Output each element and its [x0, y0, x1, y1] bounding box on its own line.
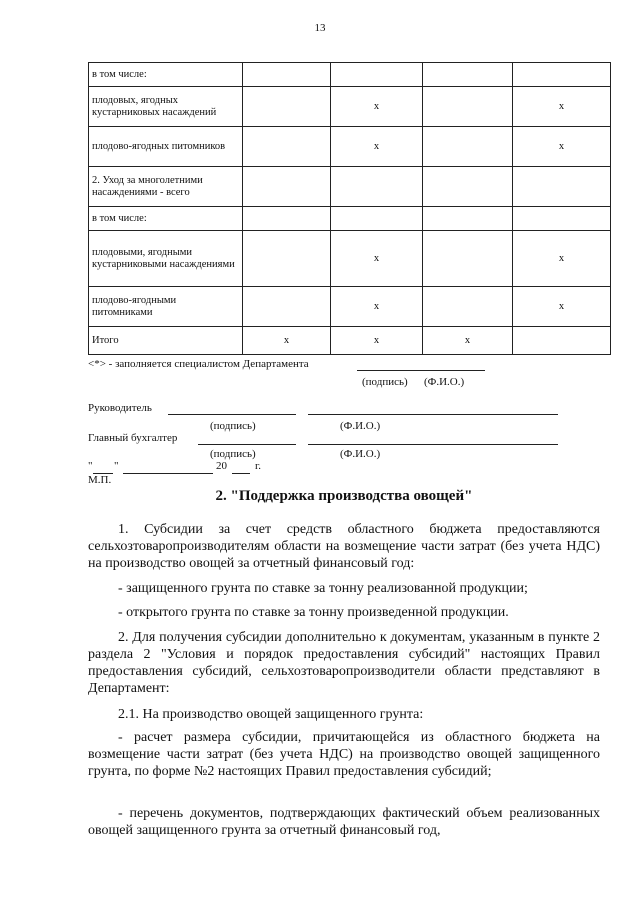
accountant-label: Главный бухгалтер [88, 432, 178, 444]
table-cell [423, 167, 513, 207]
section-heading: 2. "Поддержка производства овощей" [215, 488, 473, 504]
row-label: плодово-ягодных питомников [89, 127, 243, 167]
table-cell [513, 207, 611, 231]
paragraph-5: 2.1. На производство овощей защищенного грунта: [118, 707, 424, 722]
table-row [89, 127, 611, 167]
director-label: Руководитель [88, 402, 152, 414]
table-cell [513, 327, 611, 355]
table-cell: x [331, 87, 423, 127]
director-sign-label: (подпись) [210, 420, 256, 432]
director-name-label: (Ф.И.О.) [340, 420, 381, 432]
row-label: плодовыми, ягодными кустарниковыми насаждениями [89, 231, 243, 287]
table-cell [243, 127, 331, 167]
table-cell [243, 287, 331, 327]
paragraph-3: - открытого грунта по ставке за тонну произведенной продукции. [118, 605, 509, 620]
table-cell: x [331, 327, 423, 355]
footnote-sign-line [357, 370, 485, 371]
table-cell [423, 127, 513, 167]
paragraph-7: - перечень документов, подтверждающих фактический объем реализованных овощей защищенного грунта за отчетный финансовый год, [88, 806, 600, 838]
footnote-sign-label: (подпись) [362, 376, 408, 388]
table-cell [243, 231, 331, 287]
accountant-name-label: (Ф.И.О.) [340, 448, 381, 460]
row-label: плодово-ягодными питомниками [89, 287, 243, 327]
page-number: 13 [314, 22, 326, 34]
table-cell [243, 207, 331, 231]
table-cell [331, 207, 423, 231]
table-cell [243, 87, 331, 127]
table-cell: x [513, 287, 611, 327]
date-quote-close: " [114, 460, 119, 472]
row-label: в том числе: [89, 207, 243, 231]
table-cell: x [243, 327, 331, 355]
row-label: 2. Уход за многолетними насаждениями - всего [89, 167, 243, 207]
director-name-line [308, 414, 558, 415]
table-cell: x [513, 87, 611, 127]
date-suffix: г. [255, 460, 262, 472]
table-cell [423, 287, 513, 327]
director-sign-line [168, 414, 296, 415]
paragraph-6: - расчет размера субсидии, причитающейся из областного бюджета на возмещение части затрат (без учета НДС) на производство овощей защищенного грунта, по форме №2 настоящих Правил предоставления субсидий; [88, 730, 600, 779]
row-label: Итого [89, 327, 243, 355]
table-cell: x [513, 127, 611, 167]
date-year: 20 [216, 460, 227, 472]
date-month-line [123, 473, 213, 474]
table-cell: x [331, 231, 423, 287]
table-cell: x [423, 327, 513, 355]
table-cell [423, 63, 513, 87]
date-year-line [232, 473, 250, 474]
row-label: в том числе: [89, 63, 243, 87]
table-cell: x [331, 127, 423, 167]
table-row [89, 207, 611, 231]
table-cell [423, 231, 513, 287]
paragraph-2: - защищенного грунта по ставке за тонну реализованной продукции; [118, 581, 528, 596]
table-cell [423, 207, 513, 231]
table-row [89, 327, 611, 355]
accountant-sign-label: (подпись) [210, 448, 256, 460]
row-label: плодовых, ягодных кустарниковых насаждений [89, 87, 243, 127]
footnote-name-label: (Ф.И.О.) [424, 376, 465, 388]
table-cell [423, 87, 513, 127]
table-cell [243, 63, 331, 87]
table-row [89, 167, 611, 207]
paragraph-1: 1. Субсидии за счет средств областного бюджета предоставляются сельхозтоваропроизводителям области на возмещение части затрат (без учета НДС) на производство овощей за отчетный финансовый год: [88, 522, 600, 571]
paragraph-4: 2. Для получения субсидии дополнительно к документам, указанным в пункте 2 раздела 2 "Условия и порядок предоставления субсидий" настоящих Правил предоставления субсидий, сельхозтоваропроизводители области представляют в Департамент: [88, 630, 600, 696]
table-row [89, 87, 611, 127]
table-cell: x [331, 287, 423, 327]
table-cell: x [513, 231, 611, 287]
table-row [89, 63, 611, 87]
table-row [89, 231, 611, 287]
accountant-sign-line [198, 444, 296, 445]
stamp-label: М.П. [88, 474, 112, 486]
subsidy-table [88, 62, 611, 355]
table-cell [331, 63, 423, 87]
footnote-text: <*> - заполняется специалистом Департамента [88, 358, 309, 370]
date-quote-open: " [88, 460, 93, 472]
table-cell [513, 63, 611, 87]
accountant-name-line [308, 444, 558, 445]
table-cell [513, 167, 611, 207]
table-cell [243, 167, 331, 207]
table-cell [331, 167, 423, 207]
table-row [89, 287, 611, 327]
